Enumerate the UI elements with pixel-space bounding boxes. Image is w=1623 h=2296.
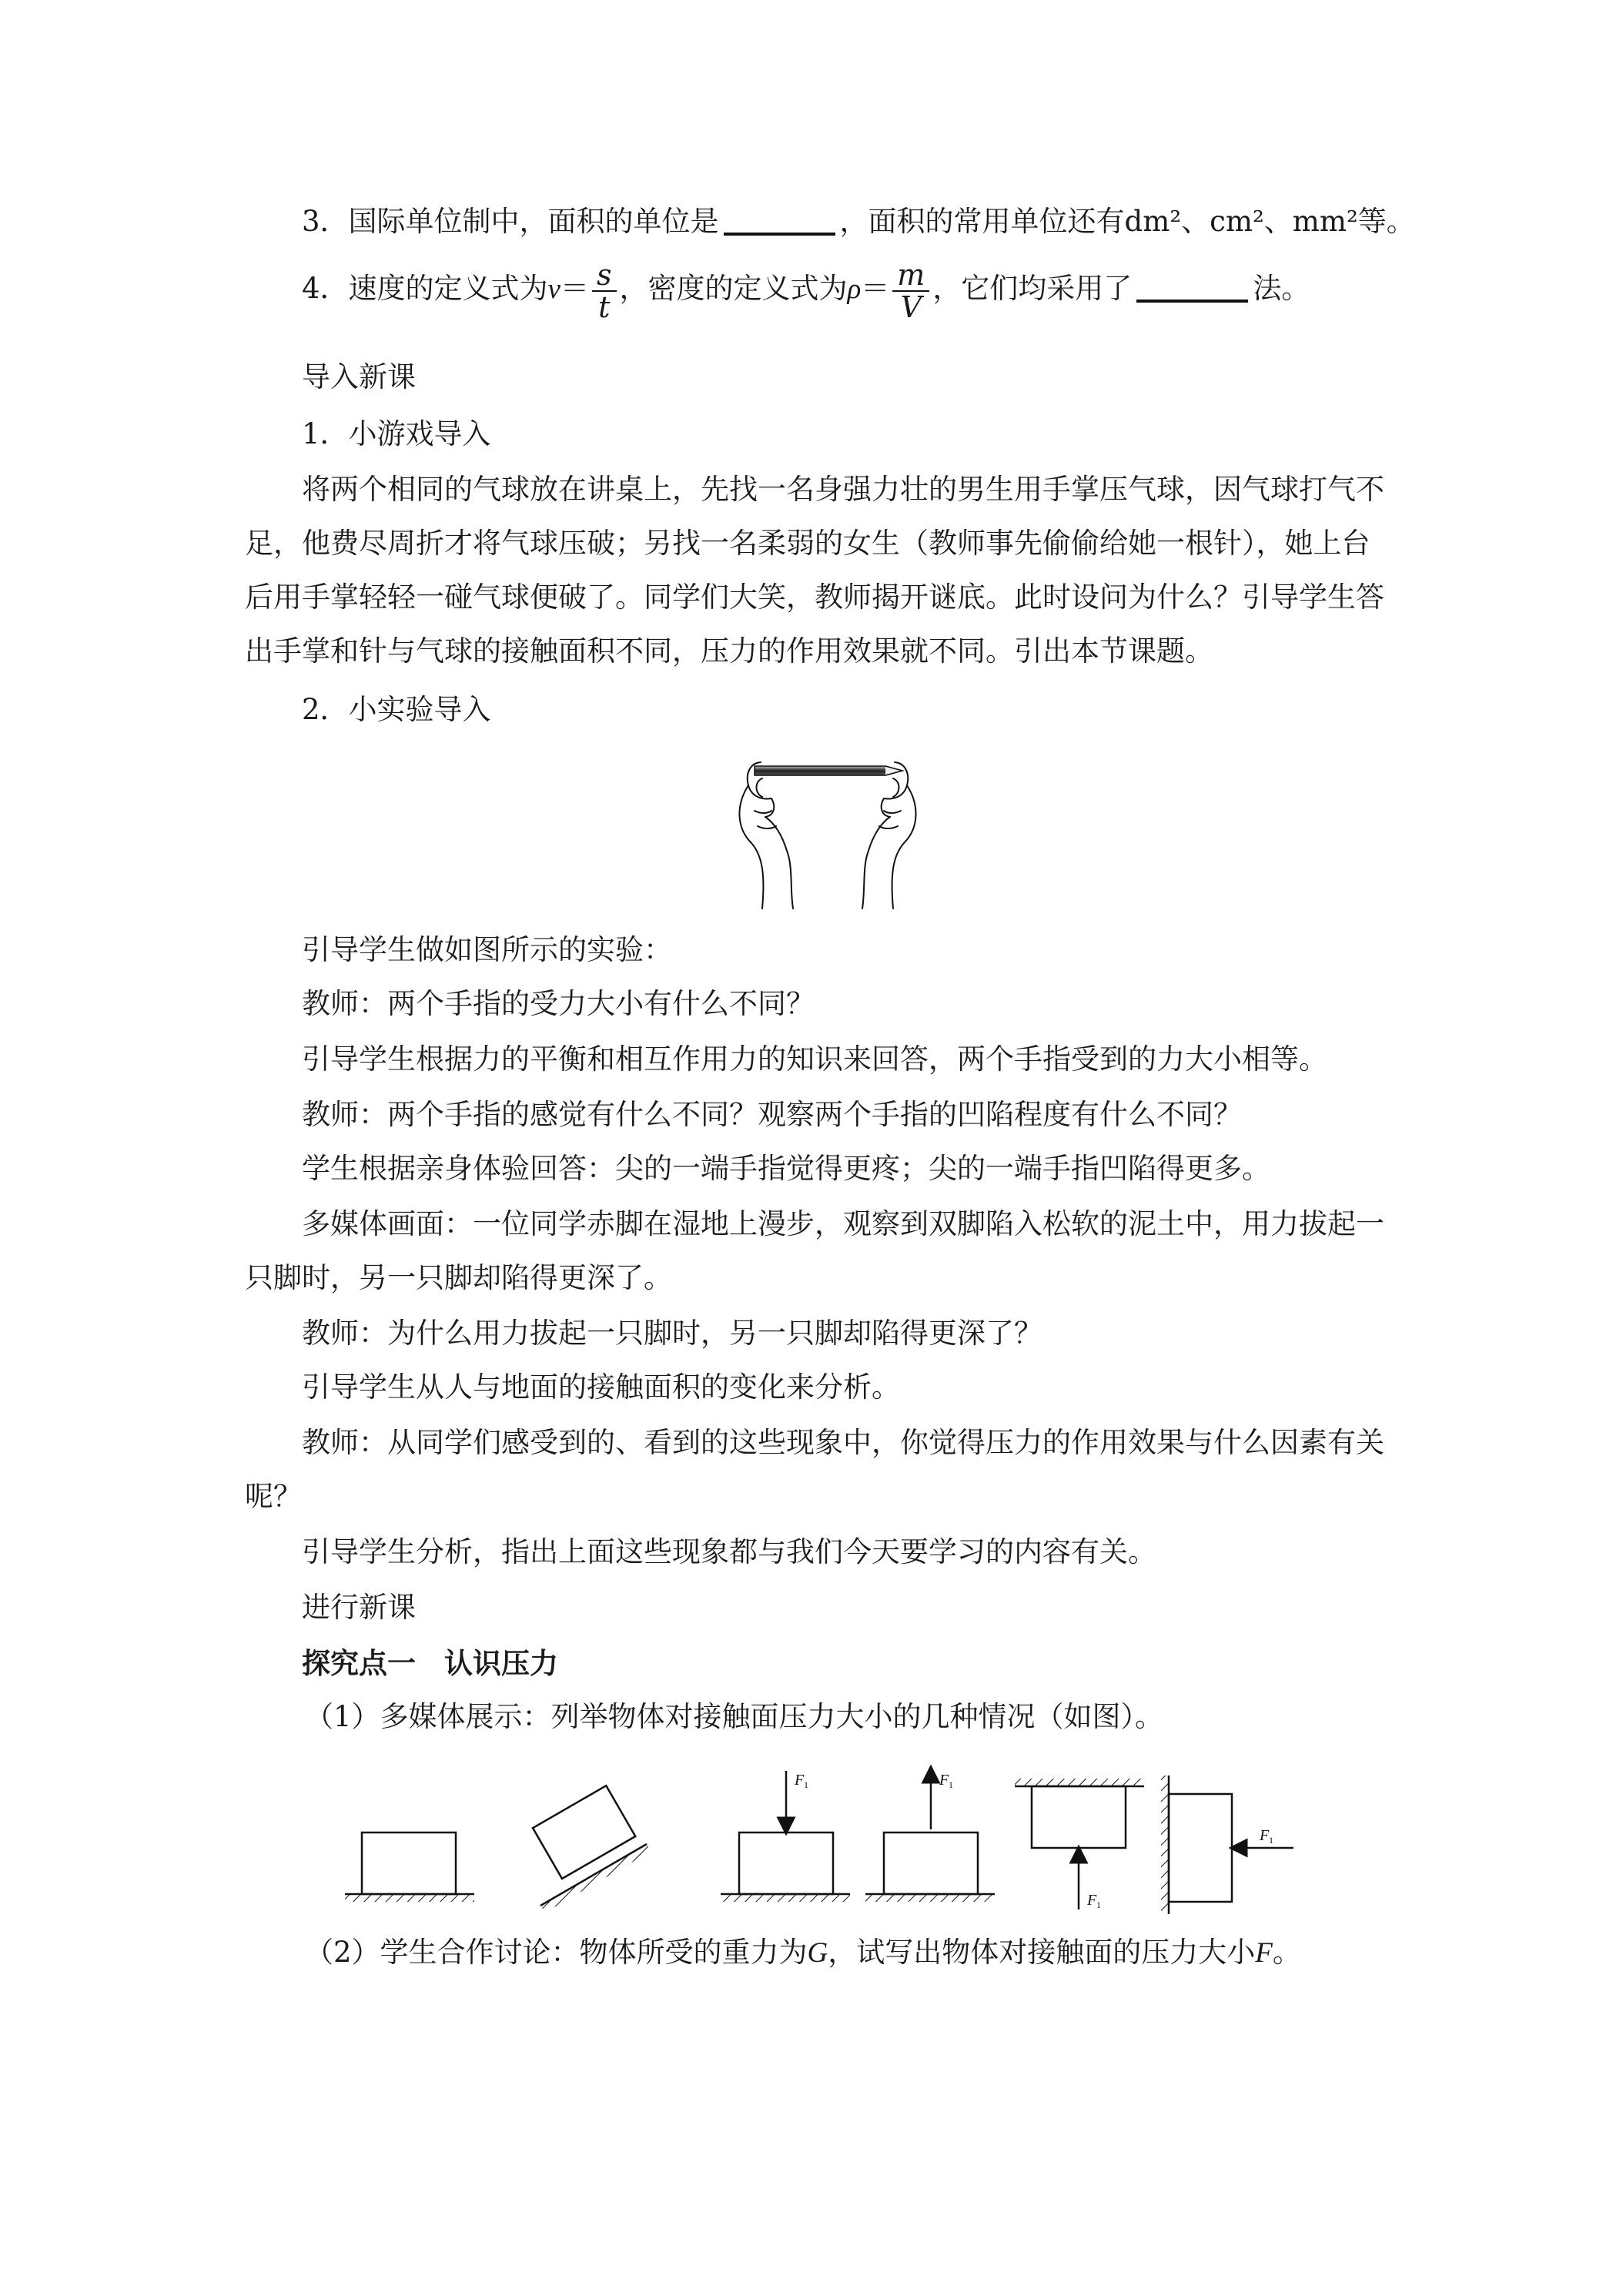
answer-blank — [1136, 273, 1248, 303]
force-label: F — [795, 1772, 805, 1789]
right-hand — [862, 762, 916, 909]
hands-pencil-illustration — [731, 751, 924, 912]
force-label: F — [1260, 1827, 1270, 1844]
answer-blank — [724, 206, 835, 236]
question-4 — [302, 254, 1310, 324]
block-pulled-up — [865, 1774, 995, 1902]
explore-title: 探究点一 认识压力 — [302, 1646, 558, 1680]
paragraph-line: 教师：从同学们感受到的、看到的这些现象中，你觉得压力的作用效果与什么因素有关 — [302, 1426, 1384, 1459]
paragraph-line: 后用手掌轻轻一碰气球便破了。同学们大笑，教师揭开谜底。此时设问为什么？引导学生答 — [245, 581, 1384, 614]
discussion-text-c: 。 — [1272, 1936, 1301, 1969]
gravity-symbol: G — [807, 1937, 828, 1969]
force-diagrams — [339, 1763, 1340, 1925]
paragraph-line: 学生根据亲身体验回答：尖的一端手指觉得更疼；尖的一端手指凹陷得更多。 — [302, 1152, 1270, 1185]
subsection-title: 2．小实验导入 — [302, 693, 491, 726]
paragraph-line: 只脚时，另一只脚却陷得更深了。 — [245, 1261, 672, 1294]
paragraph-line: 多媒体画面：一位同学赤脚在湿地上漫步，观察到双脚陷入松软的泥土中，用力拔起一 — [302, 1207, 1384, 1240]
paragraph-line: 引导学生分析，指出上面这些现象都与我们今天要学习的内容有关。 — [302, 1535, 1156, 1568]
fraction-denominator: V — [900, 290, 922, 324]
paragraph-line: 出手掌和针与气球的接触面积不同，压力的作用效果就不同。引出本节课题。 — [245, 634, 1213, 668]
equals-sign: ＝ — [560, 272, 589, 305]
fraction-numerator: s — [592, 259, 617, 292]
force-subscript: 1 — [1269, 1835, 1273, 1846]
question-4-text-b: ，密度的定义式为 — [619, 272, 848, 305]
block-against-wall — [1161, 1776, 1293, 1914]
discussion-text-b: ，试写出物体对接触面的压力大小 — [828, 1936, 1256, 1969]
question-3-text-a: 3．国际单位制中，面积的单位是 — [302, 205, 719, 238]
paragraph-line — [305, 1934, 1301, 1972]
section-heading: 进行新课 — [302, 1591, 416, 1624]
fraction-denominator: t — [598, 290, 611, 324]
block-against-ceiling — [1015, 1779, 1144, 1909]
question-4-text-c: ，它们均采用了 — [932, 272, 1133, 305]
velocity-symbol: v — [547, 273, 561, 305]
force-label: F — [939, 1772, 949, 1789]
question-4-text-a: 4．速度的定义式为 — [302, 272, 548, 305]
density-fraction — [892, 259, 929, 323]
question-3-text-b: ，面积的常用单位还有dm²、cm²、mm²等。 — [839, 205, 1415, 238]
paragraph-line: 教师：两个手指的感觉有什么不同？观察两个手指的凹陷程度有什么不同？ — [302, 1098, 1242, 1131]
section-heading: 导入新课 — [302, 360, 416, 393]
paragraph-line: 将两个相同的气球放在讲桌上，先找一名身强力壮的男生用手掌压气球，因气球打气不 — [302, 473, 1384, 506]
force-symbol: F — [1255, 1937, 1273, 1969]
paragraph-line: 呢？ — [245, 1480, 302, 1513]
discussion-text-a: （2）学生合作讨论：物体所受的重力为 — [305, 1936, 808, 1969]
paragraph-line: 教师：为什么用力拔起一只脚时，另一只脚却陷得更深了？ — [302, 1317, 1042, 1350]
block-on-incline — [533, 1786, 651, 1913]
paragraph-line: 教师：两个手指的受力大小有什么不同？ — [302, 987, 815, 1020]
force-subscript: 1 — [804, 1779, 808, 1790]
paragraph-line: 足，他费尽周折才将气球压破；另找一名柔弱的女生（教师事先偷偷给她一根针），她上台 — [245, 527, 1370, 560]
block-on-ground — [345, 1832, 474, 1902]
paragraph-line: （1）多媒体展示：列举物体对接触面压力大小的几种情况（如图）。 — [305, 1700, 1164, 1733]
force-label: F — [1087, 1892, 1097, 1909]
question-4-text-d: 法。 — [1253, 272, 1310, 305]
equals-sign: ＝ — [861, 272, 890, 305]
left-hand — [739, 762, 793, 909]
paragraph-line: 引导学生做如图所示的实验： — [302, 933, 672, 966]
density-symbol: ρ — [847, 273, 862, 305]
force-subscript: 1 — [1096, 1899, 1101, 1910]
fraction-numerator: m — [892, 259, 929, 292]
paragraph-line: 引导学生从人与地面的接触面积的变化来分析。 — [302, 1371, 900, 1404]
paragraph-line: 引导学生根据力的平衡和相互作用力的知识来回答，两个手指受到的力大小相等。 — [302, 1043, 1327, 1076]
subsection-title: 1．小游戏导入 — [302, 417, 491, 450]
velocity-fraction — [592, 259, 617, 323]
block-pressed-down — [721, 1771, 850, 1902]
question-3 — [302, 203, 1415, 240]
force-subscript: 1 — [949, 1779, 953, 1790]
pencil — [755, 766, 902, 775]
